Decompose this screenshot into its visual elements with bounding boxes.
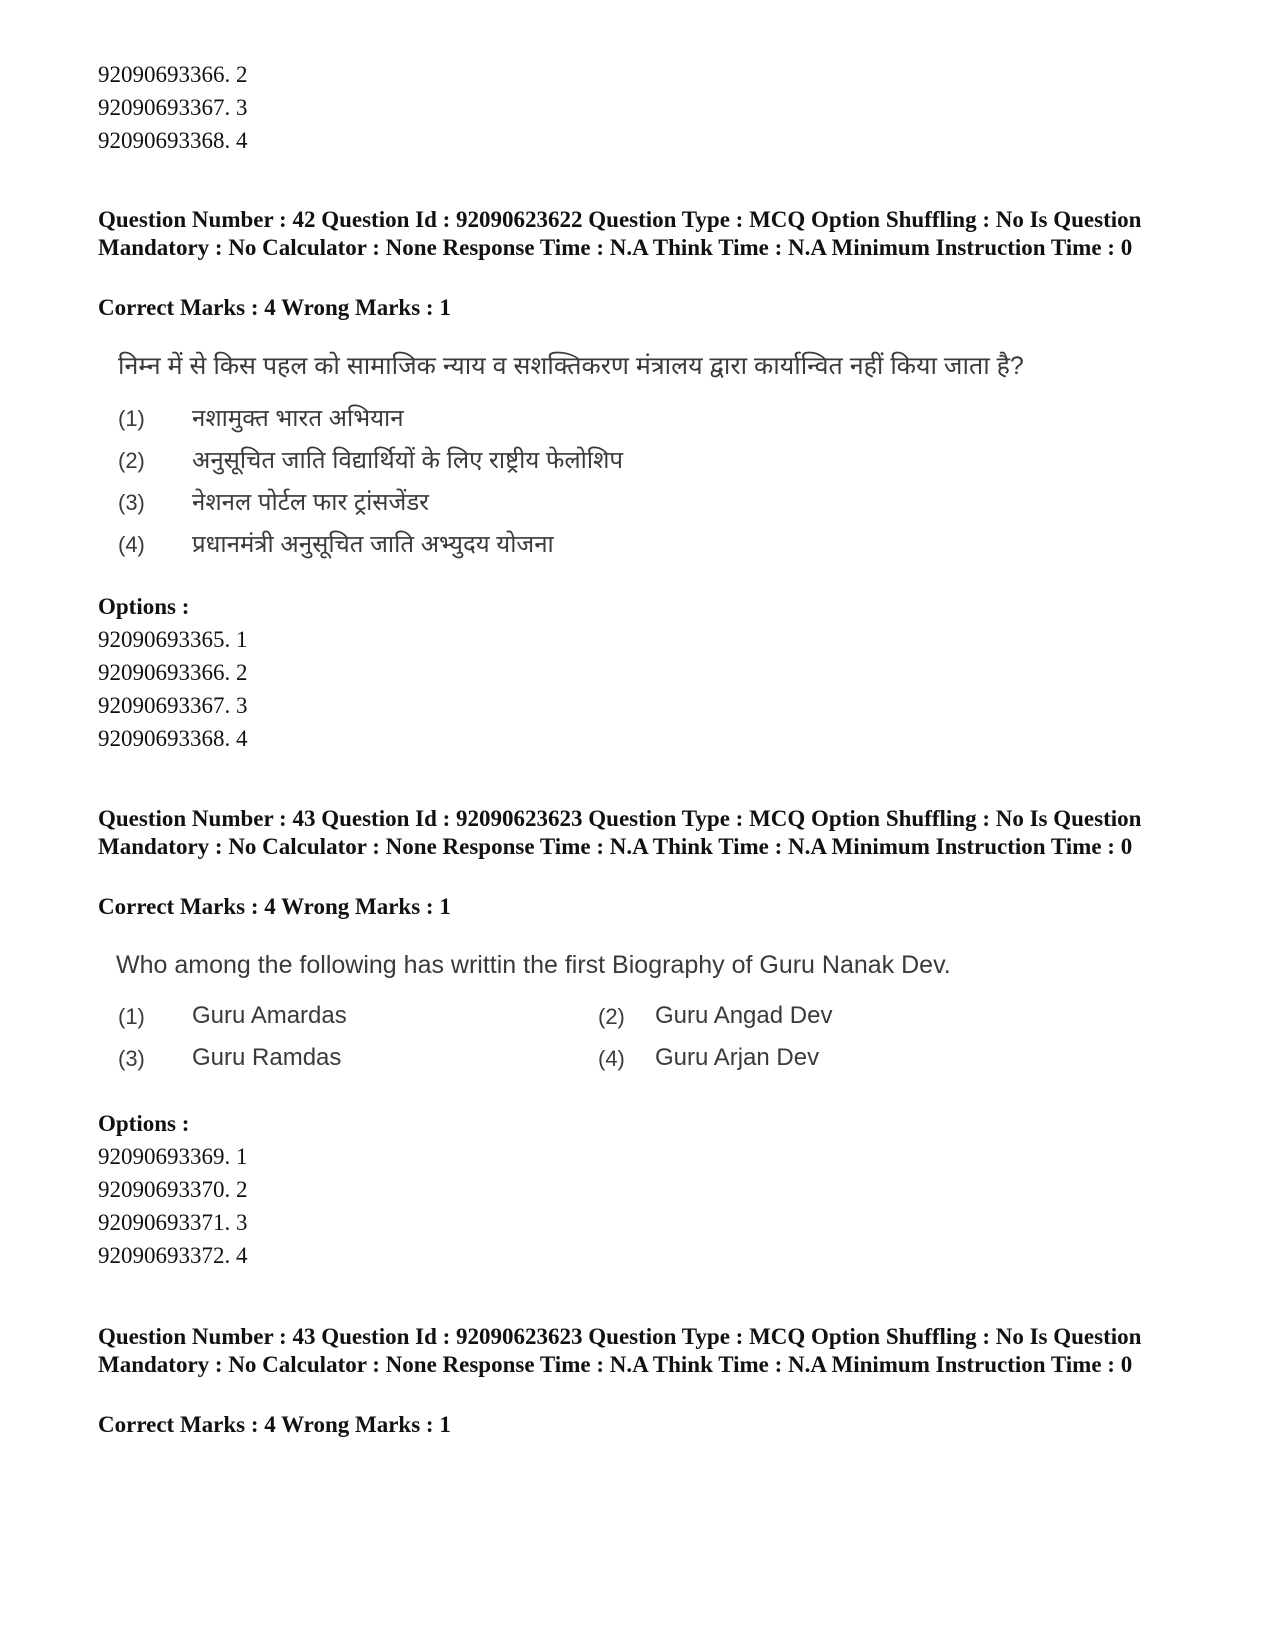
option-line: 92090693365. 1: [98, 627, 248, 652]
question-meta: Question Number : 43 Question Id : 92090623623 Question Type : MCQ Option Shuffling : No Is Question Mandatory : No Calculator : None Response Time : N.A Think Time : N.A Minimum Instruction Time : 0: [98, 806, 1142, 859]
option-line: 92090693366. 2: [98, 660, 248, 685]
question-marks: Correct Marks : 4 Wrong Marks : 1: [98, 295, 451, 320]
choice-number: (4): [118, 532, 145, 557]
choice-text: नेशनल पोर्टल फार ट्रांसजेंडर: [192, 489, 429, 516]
option-line: 92090693372. 4: [98, 1243, 248, 1268]
option-line: 92090693368. 4: [98, 726, 248, 751]
question-marks: Correct Marks : 4 Wrong Marks : 1: [98, 1412, 451, 1437]
choice-number: (2): [598, 1004, 625, 1029]
options-heading: Options :: [98, 1111, 190, 1136]
option-line: 92090693367. 3: [98, 693, 248, 718]
question-stem: निम्न में से किस पहल को सामाजिक न्याय व सशक्तिकरण मंत्रालय द्वारा कार्यान्वित नहीं किया जाता है?: [118, 352, 1024, 380]
choice-number: (1): [118, 406, 145, 431]
question-stem: Who among the following has writtin the first Biography of Guru Nanak Dev.: [116, 951, 951, 979]
choice-text: अनुसूचित जाति विद्यार्थियों के लिए राष्ट्रीय फेलोशिप: [192, 447, 624, 474]
choice-number: (2): [118, 448, 145, 473]
question-meta: Question Number : 42 Question Id : 92090623622 Question Type : MCQ Option Shuffling : No Is Question Mandatory : No Calculator : None Response Time : N.A Think Time : N.A Minimum Instruction Time : 0: [98, 207, 1142, 260]
choice-text: Guru Angad Dev: [655, 1002, 833, 1029]
choice-text: नशामुक्त भारत अभियान: [192, 405, 404, 432]
choice-number: (4): [598, 1046, 625, 1071]
options-heading: Options :: [98, 594, 190, 619]
option-line: 92090693368. 4: [98, 128, 248, 153]
choice-number: (3): [118, 1046, 145, 1071]
choice-number: (1): [118, 1004, 145, 1029]
choice-text: प्रधानमंत्री अनुसूचित जाति अभ्युदय योजना: [192, 531, 554, 558]
option-line: 92090693371. 3: [98, 1210, 248, 1235]
question-marks: Correct Marks : 4 Wrong Marks : 1: [98, 894, 451, 919]
option-line: 92090693366. 2: [98, 62, 248, 87]
choice-text: Guru Arjan Dev: [655, 1044, 820, 1071]
choice-text: Guru Amardas: [192, 1002, 347, 1029]
choice-number: (3): [118, 490, 145, 515]
option-line: 92090693370. 2: [98, 1177, 248, 1202]
option-line: 92090693367. 3: [98, 95, 248, 120]
choice-text: Guru Ramdas: [192, 1044, 342, 1071]
option-line: 92090693369. 1: [98, 1144, 248, 1169]
question-meta: Question Number : 43 Question Id : 92090623623 Question Type : MCQ Option Shuffling : No Is Question Mandatory : No Calculator : None Response Time : N.A Think Time : N.A Minimum Instruction Time : 0: [98, 1324, 1142, 1377]
